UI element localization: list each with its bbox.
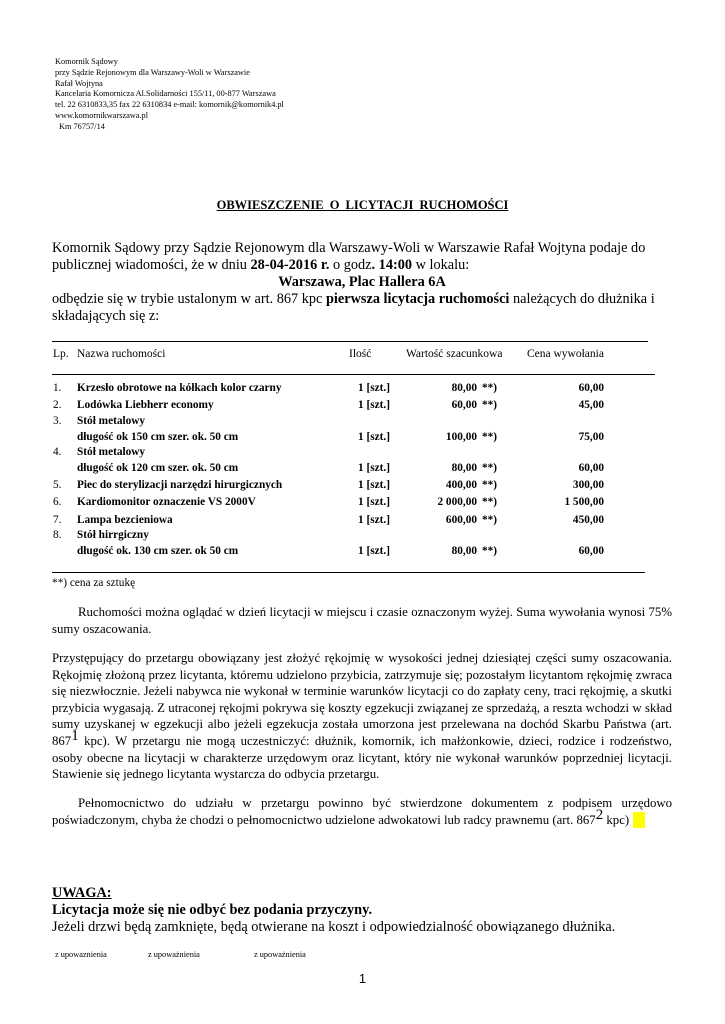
row-name: Stół metalowy [77, 446, 146, 458]
col-header-name: Nazwa ruchomości [77, 348, 166, 360]
paragraph-text: Ruchomości można oglądać w dzień licytacji w miejscu i czasie oznaczonym wyżej. Suma wywołania wynosi 75% sumy oszacowania. [52, 605, 672, 636]
row-note: **) [482, 479, 498, 491]
table-row [0, 477, 725, 493]
row-note: **) [482, 462, 498, 474]
row-detail: długość ok 150 cm szer. ok. 50 cm [77, 431, 239, 443]
row-lp: 5. [53, 479, 62, 491]
document-title: OBWIESZCZENIE O LICYTACJI RUCHOMOŚCI [216, 198, 509, 212]
table-footnote: **) cena za sztukę [52, 577, 136, 589]
row-lp: 4. [53, 446, 62, 458]
row-price: 300,00 [572, 479, 604, 491]
row-name: Piec do sterylizacji narzędzi hirurgicznych [77, 479, 283, 491]
paragraph-text: kpc) [603, 812, 630, 827]
warning-block [52, 885, 692, 936]
row-price: 450,00 [572, 514, 604, 526]
row-price: 1 500,00 [564, 496, 604, 508]
table-row-detail [0, 543, 725, 559]
row-price: 45,00 [578, 399, 604, 411]
table-bottom-rule [52, 572, 645, 573]
header-line: www.komornikwarszawa.pl [55, 110, 149, 120]
col-header-value: Wartość szacunkowa [406, 348, 503, 360]
authorization-label: z upoważnienia [148, 950, 200, 959]
auction-type: pierwsza licytacja ruchomości [325, 291, 510, 307]
row-lp: 3. [53, 415, 62, 427]
row-qty: 1 [szt.] [358, 431, 390, 443]
intro-text: w lokalu: [412, 257, 470, 273]
table-row [0, 444, 725, 460]
table-row [0, 397, 725, 413]
row-note: **) [482, 431, 498, 443]
intro-text: należących do dłużnika i składających się z: [52, 291, 655, 324]
paragraph-text: kpc). W przetargu nie mogą uczestniczyć: dłużnik, komornik, ich małżonkowie, dzieci, rodzice i rodzeństwo, osoby obecne na licytacji w charakterze urzędowym oraz licytant, który nie wykonał warunków poprzedniej licytacji. Stawienie się jednego licytanta wystarcza do odbycia przetargu. [52, 733, 672, 782]
authorization-label: z upowaznienia [55, 950, 107, 959]
auction-time: . 14:00 [371, 257, 413, 273]
row-price: 60,00 [578, 462, 604, 474]
row-lp: 8. [53, 529, 62, 541]
row-name: Lodówka Liebherr economy [77, 399, 214, 411]
intro-text: o godz [329, 257, 372, 273]
auction-date: 28-04-2016 r. [250, 257, 330, 273]
superscript: 2 [595, 806, 604, 823]
proxy-paragraph [52, 795, 672, 828]
row-name: Krzesło obrotowe na kółkach kolor czarny [77, 382, 282, 394]
row-value: 60,00 [451, 399, 477, 411]
table-row [0, 413, 725, 429]
col-header-qty: Ilość [349, 348, 372, 360]
col-header-price: Cena wywołania [527, 348, 604, 360]
intro-text: Komornik Sądowy przy Sądzie Rejonowym dla Warszawy-Woli w Warszawie Rafał Wojtyna podaje do publicznej wiadomości, że w dniu [52, 240, 646, 273]
header-line: Rafał Wojtyna [55, 78, 103, 88]
intro-text: odbędzie się w trybie ustalonym w art. 867 kpc [52, 291, 326, 307]
header-line: przy Sądzie Rejonowym dla Warszawy-Woli w Warszawie [55, 67, 250, 77]
row-qty: 1 [szt.] [358, 514, 390, 526]
table-row [0, 527, 725, 543]
row-note: **) [482, 545, 498, 557]
paragraph-text: Przystępujący do przetargu obowiązany jest złożyć rękojmię w wysokości jednej dziesiątej części sumy oszacowania. Rękojmię złożoną przez licytanta, któremu udzielono przybicia, zatrzymuje się; pozostałym licytantom rękojmię zwraca się niezwłocznie. Jeżeli nabywca nie wykonał w terminie warunków licytacji co do zapłaty ceny, traci rękojmię, a skutki przybicia wygasają. Z utraconej rękojmi pokrywa się koszty egzekucji związanej ze sprzedażą, a reszta wchodzi w skład sumy uzyskanej w egzekucji albo jeżeli egzekucja została umorzona jest przelewana na dochód Skarbu Państwa (art. 867 [52, 651, 672, 748]
row-qty: 1 [szt.] [358, 382, 390, 394]
row-value: 400,00 [445, 479, 477, 491]
auction-place: Warszawa, Plac Hallera 6A [278, 274, 446, 290]
row-note: **) [482, 382, 498, 394]
row-name: Stół hirrgiczny [77, 529, 149, 541]
table-row [0, 512, 725, 528]
viewing-paragraph [52, 604, 672, 637]
row-value: 600,00 [445, 514, 477, 526]
case-number: Km 76757/14 [59, 121, 105, 131]
header-line: tel. 22 6310833,35 fax 22 6310834 e-mail: komornik@komornik4.pl [55, 100, 284, 110]
row-value: 80,00 [451, 545, 477, 557]
row-note: **) [482, 514, 498, 526]
row-note: **) [482, 399, 498, 411]
warning-line: Jeżeli drzwi będą zamknięte, będą otwierane na koszt i odpowiedzialność obowiązanego dłużnika. [52, 919, 616, 935]
table-row-detail [0, 429, 725, 445]
row-lp: 6. [53, 496, 62, 508]
row-value: 2 000,00 [437, 496, 477, 508]
row-price: 75,00 [578, 431, 604, 443]
superscript: 1 [71, 727, 79, 744]
row-price: 60,00 [578, 382, 604, 394]
row-value: 100,00 [445, 431, 477, 443]
row-detail: długość ok 120 cm szer. ok. 50 cm [77, 462, 239, 474]
highlight-mark [633, 812, 645, 828]
row-price: 60,00 [578, 545, 604, 557]
row-name: Lampa bezcieniowa [77, 514, 173, 526]
row-lp: 1. [53, 382, 62, 394]
table-row-detail [0, 460, 725, 476]
header-line: Komornik Sądowy [55, 57, 118, 66]
table-header-rule [52, 374, 655, 375]
row-name: Kardiomonitor oznaczenie VS 2000V [77, 496, 256, 508]
authorization-label: z upoważnienia [254, 950, 306, 959]
bailiff-header [55, 57, 284, 133]
paragraph-text: Pełnomocnictwo do udziału w przetargu powinno być stwierdzone dokumentem z podpisem urzędowo poświadczonym, chyba że chodzi o pełnomocnictwo udzielone adwokatowi lub radcy prawnemu (art. 867 [52, 796, 672, 827]
col-header-lp: Lp. [53, 348, 69, 360]
warning-heading: UWAGA: [52, 885, 112, 901]
row-name: Stół metalowy [77, 415, 146, 427]
row-qty: 1 [szt.] [358, 545, 390, 557]
row-value: 80,00 [451, 462, 477, 474]
row-qty: 1 [szt.] [358, 399, 390, 411]
page-number: 1 [358, 971, 367, 986]
row-qty: 1 [szt.] [358, 479, 390, 491]
row-lp: 2. [53, 399, 62, 411]
intro-paragraph [52, 240, 672, 325]
row-qty: 1 [szt.] [358, 462, 390, 474]
row-lp: 7. [53, 514, 62, 526]
row-qty: 1 [szt.] [358, 496, 390, 508]
row-detail: długość ok. 130 cm szer. ok 50 cm [77, 545, 239, 557]
header-line: Kancelaria Komornicza Al.Solidarności 155/11, 00-877 Warszawa [55, 89, 276, 99]
deposit-paragraph [52, 650, 672, 783]
row-value: 80,00 [451, 382, 477, 394]
table-top-rule [52, 341, 648, 342]
row-note: **) [482, 496, 498, 508]
warning-line: Licytacja może się nie odbyć bez podania przyczyny. [52, 902, 373, 918]
table-row [0, 494, 725, 510]
table-row [0, 380, 725, 396]
